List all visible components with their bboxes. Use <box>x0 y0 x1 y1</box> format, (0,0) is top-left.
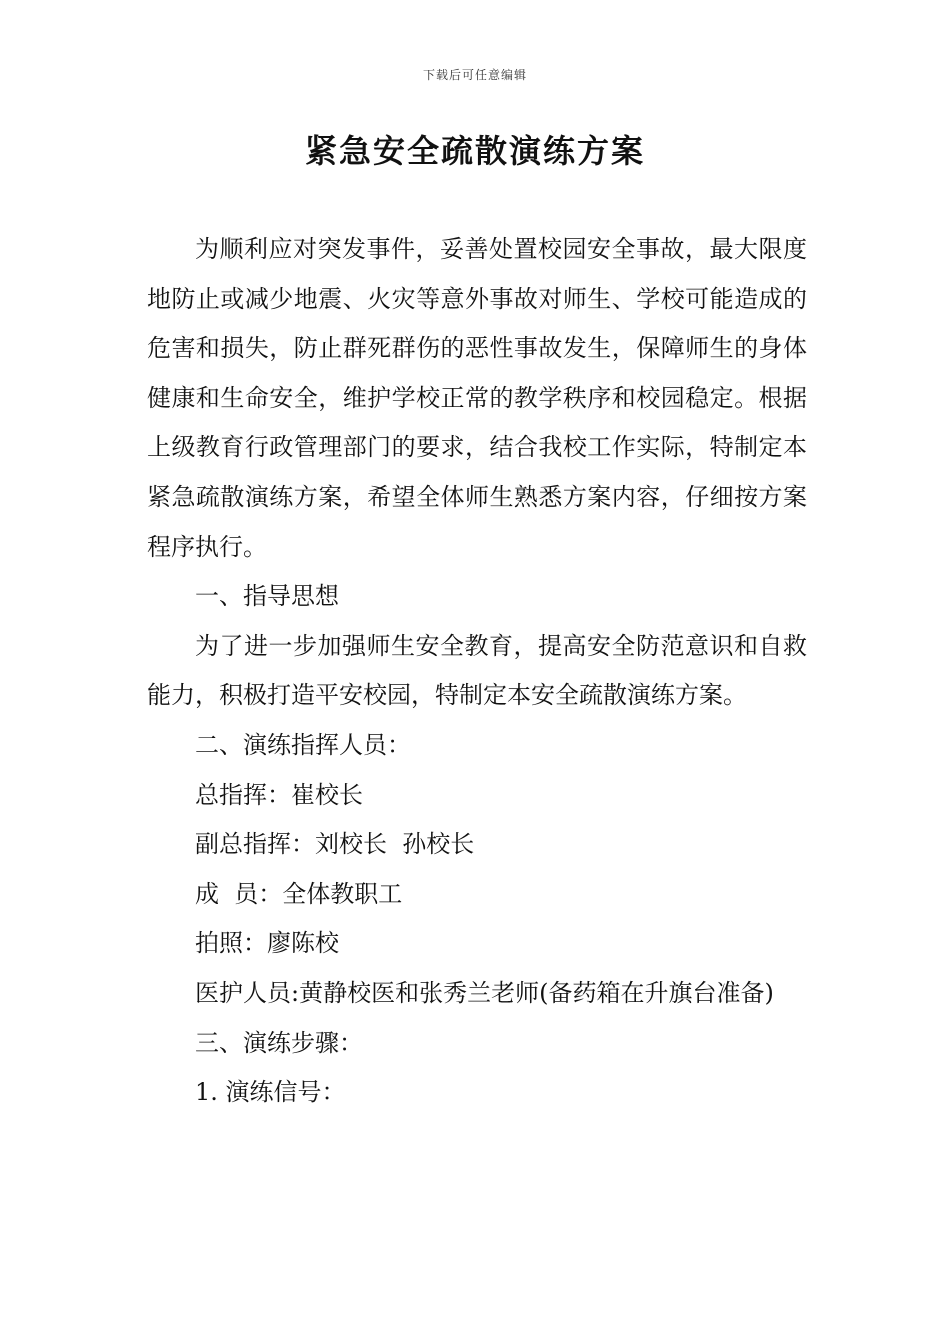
document-title: 紧急安全疏散演练方案 <box>304 132 645 170</box>
intro-paragraph: 为顺利应对突发事件，妥善处置校园安全事故，最大限度地防止或减少地震、火灾等意外事故对师生、学校可能造成的危害和损失，防止群死群伤的恶性事故发生，保障师生的身体健康和生命安全，维护学校正常的教学秩序和校园稳定。根据上级教育行政管理部门的要求，结合我校工作实际，特制定本紧急疏散演练方案，希望全体师生熟悉方案内容，仔细按方案程序执行。 <box>147 235 807 561</box>
commander-line: 总指挥：崔校长 <box>195 780 363 809</box>
members-line: 成 员：全体教职工 <box>195 879 403 908</box>
deputy-commander-line: 副总指挥：刘校长 孙校长 <box>195 830 475 859</box>
section-heading-command-staff: 二、演练指挥人员： <box>195 730 411 759</box>
drill-signal-item: 1. 演练信号： <box>195 1078 346 1107</box>
medical-staff-line: 医护人员:黄静校医和张秀兰老师(备药箱在升旗台准备) <box>195 978 774 1007</box>
photographer-line: 拍照：廖陈校 <box>195 929 339 958</box>
document-body <box>147 225 807 1118</box>
section-heading-guiding-principle: 一、指导思想 <box>195 582 339 611</box>
header-note: 下载后可任意编辑 <box>422 68 527 82</box>
guiding-principle-paragraph: 为了进一步加强师生安全教育，提高安全防范意识和自救能力，积极打造平安校园，特制定本安全疏散演练方案。 <box>147 631 807 710</box>
section-heading-drill-steps: 三、演练步骤： <box>195 1028 363 1057</box>
